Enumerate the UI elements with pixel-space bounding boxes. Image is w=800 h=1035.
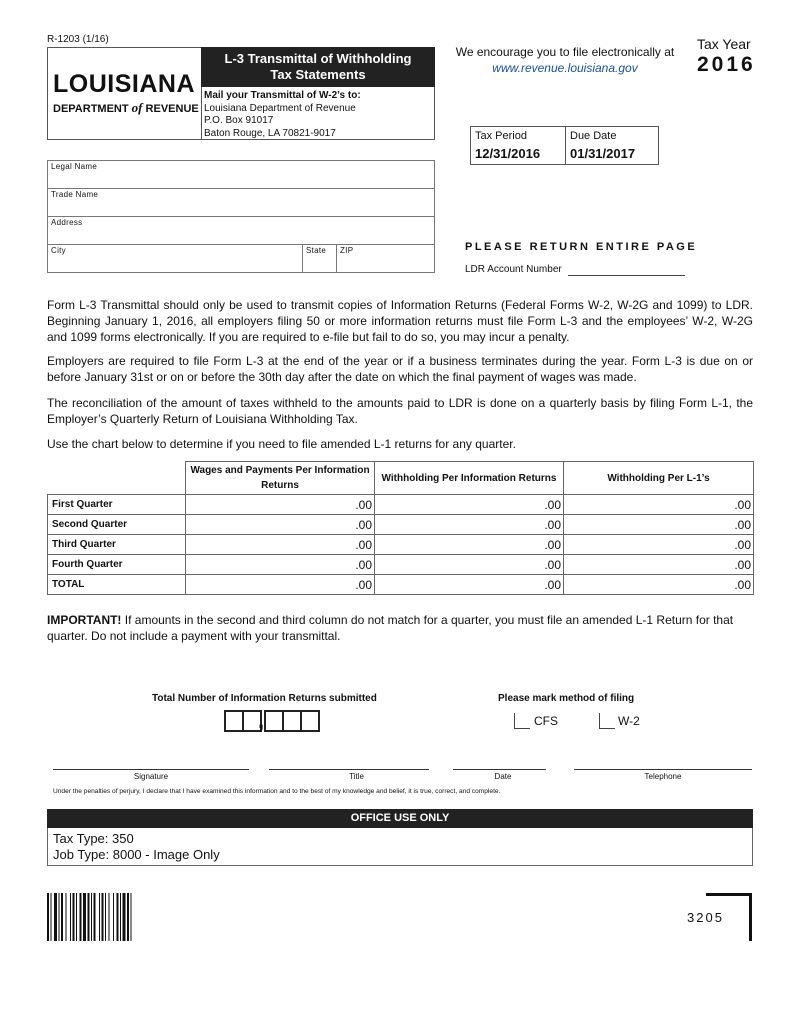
- ldr-account-label: LDR Account Number: [465, 264, 562, 275]
- efile-text: We encourage you to file electronically at: [455, 45, 675, 59]
- row-label: First Quarter: [48, 495, 186, 515]
- barcode-bar: [66, 893, 67, 941]
- table-row: [48, 555, 754, 575]
- logo-dept-word: DEPARTMENT: [53, 103, 129, 115]
- count-digit-box[interactable]: [224, 710, 244, 732]
- column-header: Withholding Per L-1’s: [564, 462, 754, 495]
- barcode-bar: [88, 893, 90, 941]
- cfs-label: CFS: [534, 714, 558, 728]
- instructions-paragraph: Use the chart below to determine if you need to file amended L-1 returns for any quarter.: [47, 437, 516, 451]
- barcode-bar: [123, 893, 126, 941]
- barcode-bar: [131, 893, 132, 941]
- zip-field[interactable]: [336, 244, 435, 273]
- instructions-paragraph: Employers are required to file Form L-3 at the end of the year or if a business terminates during the year. Form L-3 is due on or before January 31st or on or before the 30th day after the date on which the final payment of wages was made.: [47, 354, 753, 384]
- w2-checkbox[interactable]: [599, 713, 615, 729]
- barcode-bar: [102, 893, 104, 941]
- barcode-bar: [70, 893, 71, 941]
- due-date-label: Due Date: [570, 130, 617, 142]
- trade-name-label: Trade Name: [51, 190, 99, 199]
- perjury-statement: Under the penalties of perjury, I declare that I have examined this information and to the best of my knowledge and belief, it is true, correct, and complete.: [53, 788, 501, 795]
- count-digit-box[interactable]: [300, 710, 320, 732]
- office-use-heading: OFFICE USE ONLY: [47, 809, 753, 828]
- barcode-bar: [80, 893, 82, 941]
- mailing-address: [204, 90, 361, 140]
- important-text: If amounts in the second and third column do not match for a quarter, you must file an amended L-1 Return for that quarter. Do not include a payment with your transmittal.: [47, 613, 734, 643]
- count-digit-box[interactable]: [282, 710, 302, 732]
- state-field[interactable]: [302, 244, 337, 273]
- w2-label: W-2: [618, 714, 640, 728]
- barcode-image: [47, 893, 170, 941]
- barcode-bar: [109, 893, 110, 941]
- count-digit-box[interactable]: [264, 710, 284, 732]
- important-notice: [47, 612, 767, 644]
- form-code: 3205: [687, 910, 724, 925]
- mail-line: P.O. Box 91017: [204, 115, 274, 126]
- table-row: [48, 495, 754, 515]
- table-corner: [48, 462, 186, 495]
- form-title-line2: Tax Statements: [270, 67, 366, 82]
- amount-cell[interactable]: .00: [564, 495, 754, 515]
- tax-year-label: Tax Year: [697, 36, 751, 52]
- city-label: City: [51, 246, 66, 255]
- amount-cell[interactable]: .00: [564, 575, 754, 595]
- column-header: Wages and Payments Per Information Returns: [186, 462, 375, 495]
- barcode-bar: [94, 893, 96, 941]
- table-row: [48, 535, 754, 555]
- signature-line[interactable]: [53, 769, 249, 770]
- form-number: R-1203 (1/16): [47, 34, 109, 45]
- barcode-bar: [61, 893, 63, 941]
- ldr-account-input[interactable]: [568, 275, 685, 276]
- table-row: [48, 575, 754, 595]
- tax-type: Tax Type: 350: [53, 831, 134, 846]
- amount-cell[interactable]: .00: [375, 515, 564, 535]
- quarterly-reconciliation-table: [47, 461, 754, 595]
- city-field[interactable]: [47, 244, 303, 273]
- telephone-line[interactable]: [574, 769, 752, 770]
- barcode-bar: [59, 893, 60, 941]
- instructions-paragraph: The reconciliation of the amount of taxes withheld to the amounts paid to LDR is done on a quarterly basis by filing Form L-1, the Employer’s Quarterly Return of Louisiana Withholding Tax.: [47, 396, 753, 426]
- barcode-bar: [91, 893, 92, 941]
- amount-cell[interactable]: .00: [186, 495, 375, 515]
- trade-name-field[interactable]: [47, 188, 435, 217]
- row-label: Third Quarter: [48, 535, 186, 555]
- divider: [565, 126, 566, 165]
- amount-cell[interactable]: .00: [375, 575, 564, 595]
- table-header-row: [48, 462, 754, 495]
- barcode-bar: [76, 893, 77, 941]
- barcode-bar: [117, 893, 119, 941]
- count-separator: ,: [258, 708, 265, 733]
- tax-period-label: Tax Period: [475, 130, 527, 142]
- state-label: State: [306, 246, 327, 255]
- row-label: Fourth Quarter: [48, 555, 186, 575]
- title-label: Title: [349, 772, 364, 781]
- amount-cell[interactable]: .00: [186, 535, 375, 555]
- cfs-checkbox[interactable]: [514, 713, 530, 729]
- barcode-bar: [105, 893, 106, 941]
- amount-cell[interactable]: .00: [564, 515, 754, 535]
- amount-cell[interactable]: .00: [186, 515, 375, 535]
- column-header: Withholding Per Information Returns: [375, 462, 564, 495]
- barcode-bar: [47, 893, 49, 941]
- signature-label: Signature: [133, 772, 169, 781]
- filing-method-label: Please mark method of filing: [498, 693, 635, 704]
- amount-cell[interactable]: .00: [186, 555, 375, 575]
- office-use-info: [53, 831, 220, 863]
- efile-notice: [455, 45, 675, 75]
- tax-period-value: 12/31/2016: [475, 146, 541, 161]
- legal-name-label: Legal Name: [51, 162, 98, 171]
- mail-heading: Mail your Transmittal of W-2’s to:: [204, 90, 361, 101]
- amount-cell[interactable]: .00: [375, 555, 564, 575]
- mail-line: Louisiana Department of Revenue: [204, 102, 356, 114]
- table-row: [48, 515, 754, 535]
- mail-line: Baton Rouge, LA 70821-9017: [204, 127, 336, 139]
- zip-label: ZIP: [340, 246, 354, 255]
- amount-cell[interactable]: .00: [564, 535, 754, 555]
- website-link[interactable]: www.revenue.louisiana.gov: [492, 61, 638, 75]
- row-label: TOTAL: [48, 575, 186, 595]
- instructions-paragraph: Form L-3 Transmittal should only be used to transmit copies of Information Returns (Federal Forms W-2, W-2G and 1099) to LDR. Beginning January 1, 2016, all employers filing 50 or more information returns must file Form L-3 and the employees’ W-2, W-2G and 1099 forms electronically. If you are required to e-file but fail to do so, you may incur a penalty.: [47, 298, 753, 344]
- amount-cell[interactable]: .00: [186, 575, 375, 595]
- barcode-bar: [54, 893, 57, 941]
- form-title: [201, 47, 435, 87]
- louisiana-logo: LOUISIANA: [53, 70, 195, 98]
- returns-count-label: Total Number of Information Returns submitted: [152, 693, 377, 704]
- address-label: Address: [51, 218, 83, 227]
- amount-cell[interactable]: .00: [375, 495, 564, 515]
- form-title-line1: L-3 Transmittal of Withholding: [224, 51, 412, 66]
- due-date-value: 01/31/2017: [570, 146, 636, 161]
- address-field[interactable]: [47, 216, 435, 245]
- title-line[interactable]: [269, 769, 429, 770]
- barcode-bar: [99, 893, 100, 941]
- barcode-bar: [113, 893, 114, 941]
- logo-revenue-word: REVENUE: [145, 103, 199, 115]
- date-line[interactable]: [453, 769, 546, 770]
- date-label: Date: [494, 772, 512, 781]
- amount-cell[interactable]: .00: [564, 555, 754, 575]
- telephone-label: Telephone: [644, 772, 682, 781]
- barcode-bar: [83, 893, 86, 941]
- department-logo-text: [53, 100, 199, 116]
- barcode-bar: [120, 893, 121, 941]
- barcode-bar: [73, 893, 75, 941]
- logo-of-word: of: [131, 100, 143, 115]
- barcode-bar: [127, 893, 129, 941]
- row-label: Second Quarter: [48, 515, 186, 535]
- barcode-bar: [51, 893, 52, 941]
- job-type: Job Type: 8000 - Image Only: [53, 847, 220, 862]
- return-notice: PLEASE RETURN ENTIRE PAGE: [465, 241, 698, 253]
- important-label: IMPORTANT!: [47, 613, 122, 627]
- amount-cell[interactable]: .00: [375, 535, 564, 555]
- legal-name-field[interactable]: [47, 160, 435, 189]
- tax-year: 2016: [697, 53, 756, 76]
